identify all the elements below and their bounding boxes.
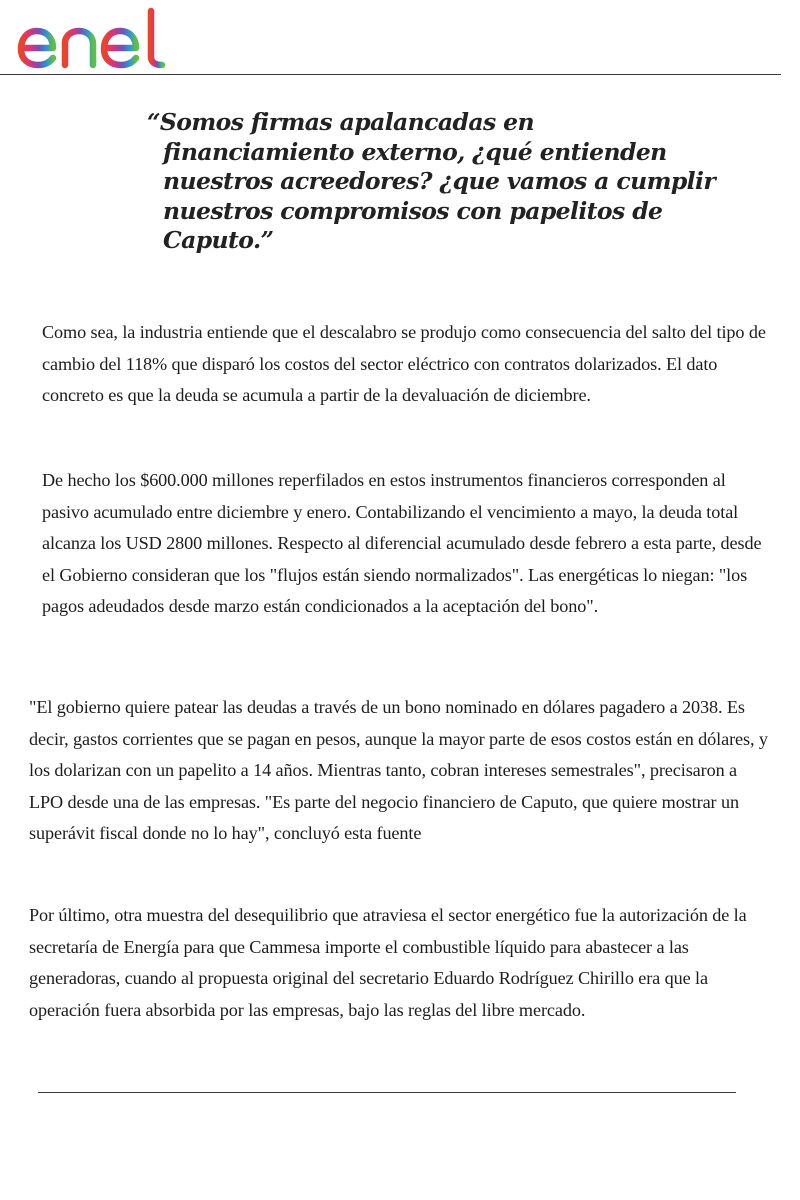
article-paragraph-3: "El gobierno quiere patear las deudas a través de un bono nominado en dólares pagadero a 2038. Es decir, gastos corrientes que se pagan en pesos, aunque la mayor parte de esos costos están en dólares, y los dolarizan con un papelito a 14 años. Mientras tanto, cobran intereses semestrales", precisaron a LPO desde una de las empresas. "Es parte del negocio financiero de Caputo, que quiere mostrar un superávit fiscal donde no lo hay", concluyó esta fuente <box>29 697 768 844</box>
pull-quote: “Somos firmas apalancadas en financiamiento externo, ¿qué entienden nuestros acreedores? ¿que vamos a cumplir nuestros compromisos con papelitos de Caputo.” <box>147 108 716 254</box>
enel-logo-mark <box>16 6 186 70</box>
footer-divider <box>38 1092 736 1093</box>
enel-logo <box>16 6 186 70</box>
header-divider <box>0 74 781 75</box>
article-paragraph-1: Como sea, la industria entiende que el descalabro se produjo como consecuencia del salto del tipo de cambio del 118% que disparó los costos del sector eléctrico con contratos dolarizados. El dato concreto es que la deuda se acumula a partir de la devaluación de diciembre. <box>42 322 766 406</box>
article-paragraph-2: De hecho los $600.000 millones reperfilados en estos instrumentos financieros corresponden al pasivo acumulado entre diciembre y enero. Contabilizando el vencimiento a mayo, la deuda total alcanza los USD 2800 millones. Respecto al diferencial acumulado desde febrero a esta parte, desde el Gobierno consideran que los "flujos están siendo normalizados". Las energéticas lo niegan: "los pagos adeudados desde marzo están condicionados a la aceptación del bono". <box>42 470 762 617</box>
article-paragraph-4: Por último, otra muestra del desequilibrio que atraviesa el sector energético fue la autorización de la secretaría de Energía para que Cammesa importe el combustible líquido para abastecer a las generadoras, cuando al propuesta original del secretario Eduardo Rodríguez Chirillo era que la operación fuera absorbida por las empresas, bajo las reglas del libre mercado. <box>29 905 747 1020</box>
